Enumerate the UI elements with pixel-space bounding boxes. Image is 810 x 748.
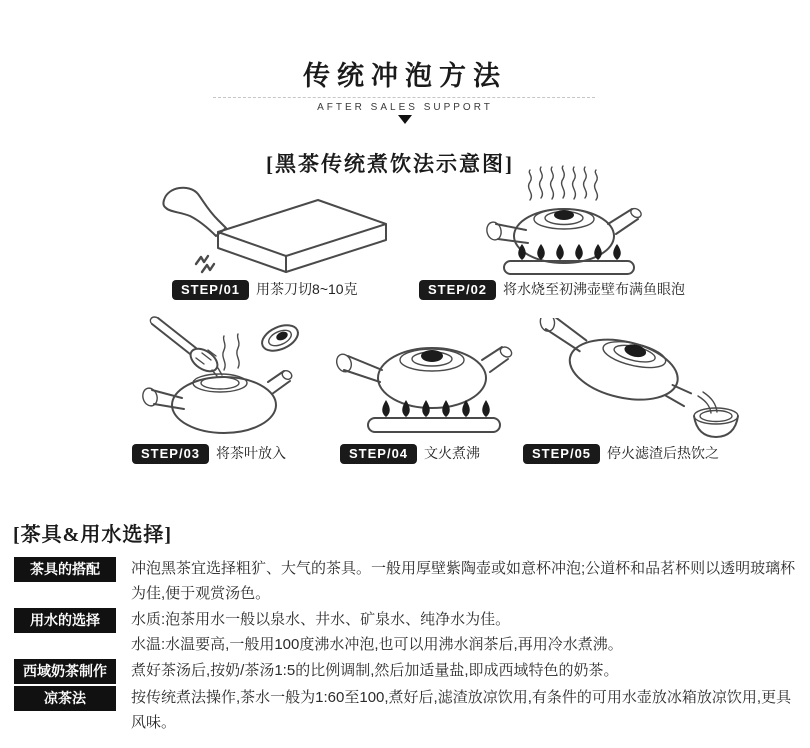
- row-text: 按传统煮法操作,茶水一般为1:60至100,煮好后,滤渣放凉饮用,有条件的可用水壶放冰箱放凉饮用,更具风味。: [131, 689, 792, 731]
- row-text: 煮好茶汤后,按奶/茶汤1:5的比例调制,然后加适量盐,即成西域特色的奶茶。: [131, 662, 619, 679]
- kettle-boiling-steam-icon: [440, 164, 692, 278]
- page-title: 传统冲泡方法: [303, 61, 507, 91]
- step-caption: [419, 279, 685, 300]
- row-text: 水质:泡茶用水一般以泉水、井水、矿泉水、纯净水为佳。: [131, 611, 511, 628]
- step-caption-text: 文火煮沸: [424, 445, 481, 461]
- row-tag: 凉茶法: [14, 686, 116, 711]
- info-row-milk-tea: [14, 658, 798, 684]
- tea-knife-cutting-brick-icon: [150, 180, 394, 280]
- step-badge: STEP/03: [132, 444, 209, 464]
- selection-rows: [14, 556, 798, 736]
- page-subtitle: AFTER SALES SUPPORT: [317, 102, 493, 113]
- step-caption-text: 将水烧至初沸壶壁布满鱼眼泡: [503, 281, 686, 297]
- row-tag: 茶具的搭配: [14, 557, 116, 582]
- row-tag: 用水的选择: [14, 608, 116, 633]
- dashed-divider: [213, 97, 595, 98]
- down-triangle-icon: [398, 115, 412, 124]
- step-caption-text: 用茶刀切8~10克: [256, 281, 358, 297]
- step-caption: [523, 443, 719, 464]
- info-row-cold-tea: [14, 685, 798, 735]
- diagram-heading: [黑茶传统煮饮法示意图]: [266, 152, 514, 176]
- selection-heading: [茶具&用水选择]: [13, 524, 172, 546]
- step-caption: [340, 443, 480, 464]
- step-badge: STEP/01: [172, 280, 249, 300]
- row-text: 水温:水温要高,一般用100度沸水冲泡,也可以用沸水润茶后,再用冷水煮沸。: [131, 636, 623, 653]
- pot-pouring-into-cup-icon: [520, 318, 748, 440]
- info-row-teaware: [14, 556, 798, 606]
- spoon-adding-tea-leaves-icon: [120, 308, 332, 438]
- row-tag: 西域奶茶制作: [14, 659, 116, 684]
- row-text: 冲泡黑茶宜选择粗犷、大气的茶具。一般用厚壁紫陶壶或如意杯冲泡;公道杯和品茗杯则以透明玻璃杯为佳,便于观赏汤色。: [131, 560, 796, 602]
- step-badge: STEP/02: [419, 280, 496, 300]
- kettle-simmer-flames-icon: [330, 320, 528, 438]
- step-caption: [132, 443, 286, 464]
- step-caption-text: 将茶叶放入: [216, 445, 287, 461]
- step-badge: STEP/04: [340, 444, 417, 464]
- step-caption-text: 停火滤渣后热饮之: [607, 445, 720, 461]
- info-row-water: [14, 607, 798, 657]
- step-badge: STEP/05: [523, 444, 600, 464]
- step-caption: [172, 279, 358, 300]
